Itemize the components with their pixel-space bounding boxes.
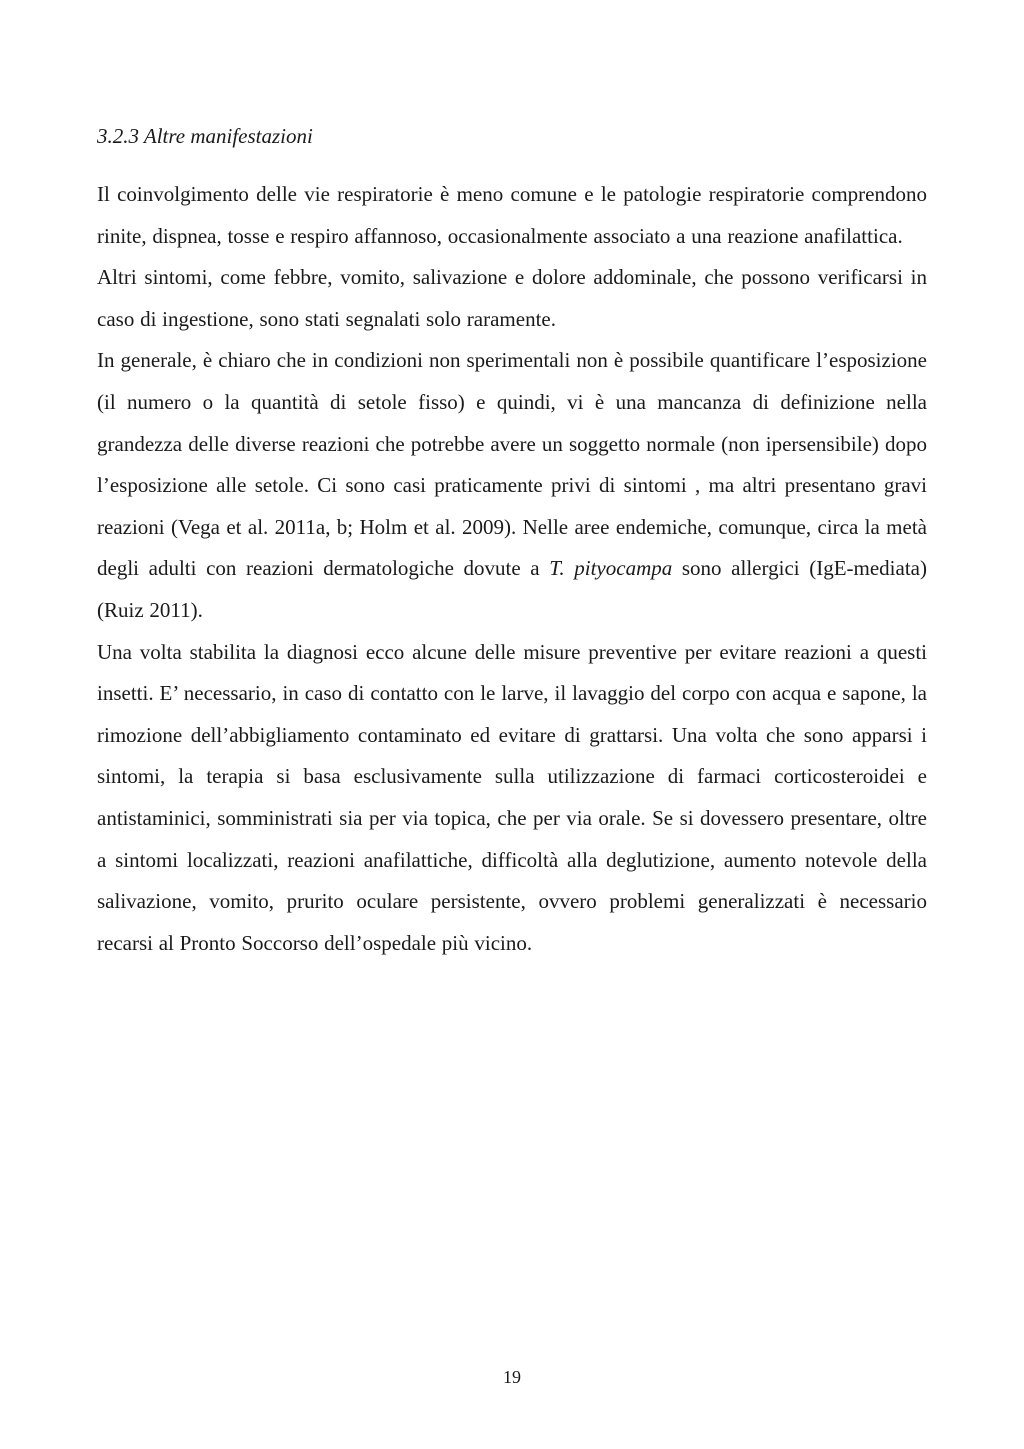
paragraph-exposure-text: In generale, è chiaro che in condizioni non sperimentali non è possibile quantificare l’esposizione (il numero o la quantità di setole fisso) e quindi, vi è una mancanza di definizione nella grandezza delle diverse reazioni che potrebbe avere un soggetto normale (non ipersensibile) dopo l’esposizione alle setole. Ci sono casi praticamente privi di sintomi , ma altri presentano gravi reazioni (Vega et al. 2011a, b; Holm et al. 2009). Nelle aree endemiche, comunque, circa la metà degli adulti con reazioni dermatologiche dovute a [97, 348, 927, 581]
paragraph-prevention: Una volta stabilita la diagnosi ecco alcune delle misure preventive per evitare reazioni a questi insetti. E’ necessario, in caso di contatto con le larve, il lavaggio del corpo con acqua e sapone, la rimozione dell’abbigliamento contaminato ed evitare di grattarsi. Una volta che sono apparsi i sintomi, la terapia si basa esclusivamente sulla utilizzazione di farmaci corticosteroidei e antistaminici, somministrati sia per via topica, che per via orale. Se si dovessero presentare, oltre a sintomi localizzati, reazioni anafilattiche, difficoltà alla deglutizione, aumento notevole della salivazione, vomito, prurito oculare persistente, ovvero problemi generalizzati è necessario recarsi al Pronto Soccorso dell’ospedale più vicino. [97, 639, 927, 955]
species-name: T. pityocampa [549, 556, 673, 581]
paragraph-exposure [97, 340, 927, 631]
paragraph-respiratory: Il coinvolgimento delle vie respiratorie è meno comune e le patologie respiratorie comprendono rinite, dispnea, tosse e respiro affannoso, occasionalmente associato a una reazione anafilattica. [97, 182, 927, 248]
section-heading: 3.2.3 Altre manifestazioni [97, 124, 313, 148]
page-number: 19 [503, 1367, 521, 1387]
paragraph-other-symptoms: Altri sintomi, come febbre, vomito, salivazione e dolore addominale, che possono verificarsi in caso di ingestione, sono stati segnalati solo raramente. [97, 265, 927, 331]
paragraph-exposure-tail: sono allergici (IgE-mediata) (Ruiz 2011). [97, 556, 927, 622]
body-text [97, 174, 927, 964]
